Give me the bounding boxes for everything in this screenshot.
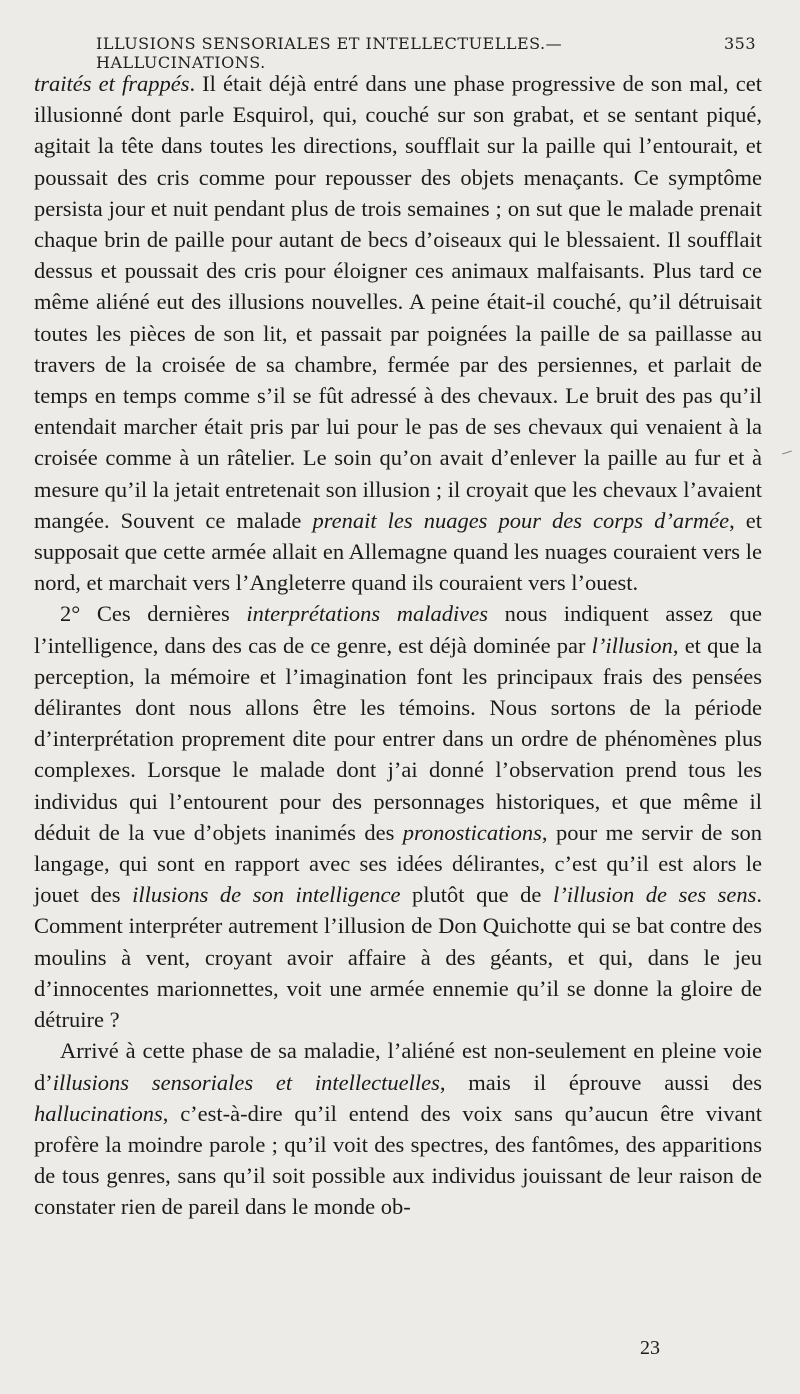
text-run: plutôt que de	[400, 882, 553, 908]
signature-mark: 23	[640, 1337, 660, 1359]
italic-phrase: prenait les nuages pour des corps d’armée	[312, 507, 730, 533]
text-run: . Il était déjà entré dans une phase progressive de son mal, cet illusionné dont parle Esquirol, qui, couché sur son grabat, et se sentant piqué, agitait la tête dans toutes les directions, soufflait sur la paille qui l’entourait, et poussait des cris comme pour repousser des objets menaçants. Ce symptôme persista jour et nuit pendant plus de trois semaines ; on sut que le malade prenait chaque brin de paille pour autant de becs d’oiseaux qui le blessaient. Il soufflait dessus et poussait des cris pour éloigner ces animaux malfaisants. Plus tard ce même aliéné eut des illusions nouvelles. A peine était-il couché, qu’il détruisait toutes les pièces de son lit, et passait par poignées la paille de sa paillasse au travers de la croisée de sa chambre, fermée par des persiennes, et parlait de temps en temps comme s’il se fût adressé à des chevaux. Le bruit des pas qu’il entendait marcher était pris par lui pour le pas de ses chevaux qui venaient à la croisée comme à un râtelier. Le soin qu’on avait d’enlever la paille au fur et à mesure qu’il la jetait entretenait son illusion ; il croyait que les chevaux l’avaient mangée. Souvent ce malade	[34, 71, 762, 533]
text-run: Arrivé à cette phase de sa maladie, l’aliéné est non-seulement en pleine voie d’	[34, 1038, 762, 1095]
running-head	[96, 34, 756, 72]
italic-phrase: illusions sensoriales et intellectuelles	[52, 1069, 440, 1095]
italic-phrase: traités et frappés	[34, 71, 190, 96]
paragraph-2	[34, 598, 762, 1035]
body-text	[34, 68, 762, 1223]
paragraph-3	[34, 1035, 762, 1222]
italic-phrase: illusions de son intelligence	[132, 882, 401, 908]
text-run: nous indiquent assez que l’intelligence, dans des cas de ce genre, est déjà dominée par	[34, 601, 763, 658]
paragraph-1	[34, 68, 762, 598]
text-run: , et que la perception, la mémoire et l’imagination font les principaux frais des pensées délirantes dont nous allons être les témoins. Nous sortons de la période d’interprétation proprement dite pour entrer dans un ordre de phénomènes plus complexes. Lorsque le malade dont j’ai donné l’observation prend tous les individus qui l’entourent pour des personnages historiques, et que même il déduit de la vue d’objets inanimés des	[34, 632, 763, 845]
page-number: 353	[723, 34, 756, 53]
text-run: , c’est-à-dire qu’il entend des voix sans qu’aucun être vivant profère la moindre parole ; qu’il voit des spectres, des fantômes, des apparitions de tous genres, sans qu’il soit possible aux individus jouissant de leur raison de constater rien de pareil dans le monde ob-	[34, 1100, 762, 1220]
running-head-title: ILLUSIONS SENSORIALES ET INTELLECTUELLES.— HALLUCINATIONS.	[96, 34, 563, 72]
italic-phrase: interprétations maladives	[246, 601, 488, 627]
text-run: . Comment interpréter autrement l’illusion de Don Quichotte qui se bat contre des moulins à vent, croyant avoir affaire à des géants, et qui, dans le jeu d’innocentes marionnettes, voit une armée ennemie qu’il se donne la gloire de détruire ?	[34, 882, 763, 1033]
italic-phrase: hallucinations	[34, 1100, 163, 1126]
text-run: , mais il éprouve aussi des	[439, 1069, 762, 1095]
margin-mark	[782, 450, 792, 454]
italic-phrase: l’illusion	[591, 632, 673, 658]
text-run: , et supposait que cette armée allait en Allemagne quand les nuages couraient vers le nord, et marchait vers l’Angleterre quand ils couraient vers l’ouest.	[34, 507, 762, 596]
text-run: 2° Ces dernières	[60, 601, 247, 627]
italic-phrase: pronostications	[402, 819, 542, 845]
text-run: , pour me servir de son langage, qui sont en rapport avec ses idées délirantes, c’est qu’il est alors le jouet des	[34, 819, 763, 908]
italic-phrase: l’illusion de ses sens	[552, 882, 757, 908]
